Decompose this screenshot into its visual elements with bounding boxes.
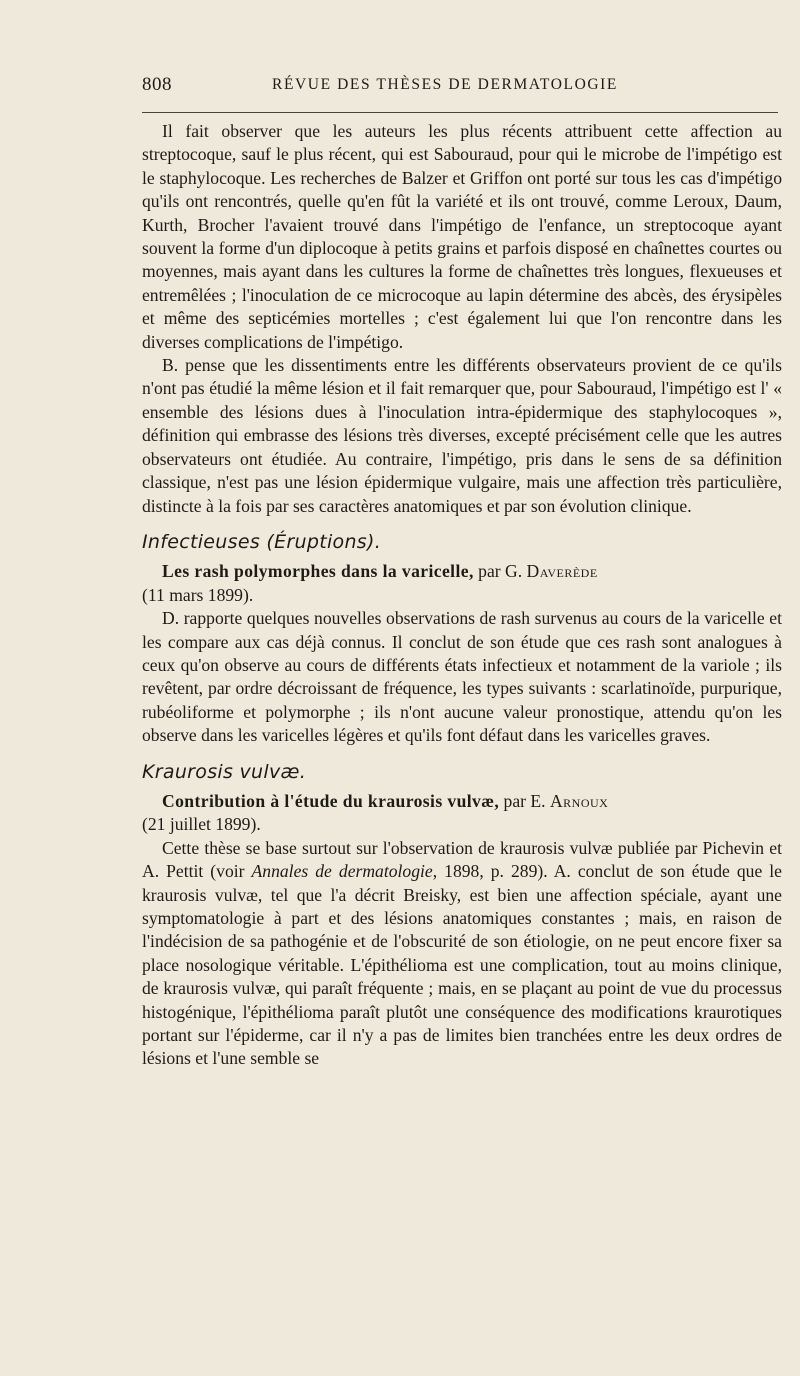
running-title: RÉVUE DES THÈSES DE DERMATOLOGIE (272, 76, 618, 93)
paragraph-4-rest: , 1898, p. 289). A. conclut de son étude que le kraurosis vulvæ, tel que l'a décrit Breisky, est bien une affection spéciale, ayant une symptomatologie à part et des lésions anatomiques constantes ; mais, en raison de l'indécision de sa pathogénie et de l'obscurité de son étiologie, on ne peut encore fixer sa place nosologique véritable. L'épithélioma est une complication, tout au moins clinique, de kraurosis vulvæ, qui paraît fréquente ; mais, en se plaçant au point de vue du processus histogénique, l'épithélioma paraît plutôt une conséquence des modifications kraurotiques portant sur l'épiderme, car il n'y a pas de limites bien tranchées entre les deux ordres de lésions et l'une semble se (142, 861, 782, 1069)
paragraph-2: B. pense que les dissentiments entre les différents observateurs provient de ce qu'ils n'ont pas étudié la même lésion et il fait remarquer que, pour Sabouraud, l'impétigo est l' « ensemble des lésions dues à l'inoculation intra-épidermique des staphylocoques », définition qui embrasse des lésions très diverses, excepté précisément celle que les autres observateurs ont étudiée. Au contraire, l'impétigo, pris dans le sens de sa définition classique, n'est pas une lésion épidermique vulgaire, mais une affection très particulière, distincte à la fois par ses caractères anatomiques et par son évolution clinique. (142, 355, 782, 516)
paragraph-4-start: Cette thèse se base surtout sur l'observation de kraurosis vulvæ publiée par Pichevin et A. Pettit (voir (142, 837, 782, 882)
article-title-text: Contribution à l'étude du kraurosis vulvæ, (162, 790, 500, 811)
header-rule (142, 112, 778, 113)
article-date: (21 juillet 1899). (142, 814, 261, 835)
section-heading-kraurosis: Kraurosis vulvæ. (142, 760, 307, 783)
section-heading-infectieuses: Infectieuses (Éruptions). (142, 530, 382, 553)
article-title-kraurosis (142, 790, 782, 837)
page-number: 808 (142, 74, 172, 95)
paragraph-3: D. rapporte quelques nouvelles observations de rash survenus au cours de la varicelle et les compare aux cas déjà connus. Il conclut de son étude que ces rash sont analogues à ceux qu'on observe au cours de différents états infectieux et notamment de la variole ; ils revêtent, par ordre décroissant de fréquence, les types suivants : scarlatinoïde, purpurique, rubéoliforme et polymorphe ; ils n'ont aucune valeur pronostique, attendu qu'on les observe dans les varicelles légères et qu'ils font défaut dans les varicelles graves. (142, 608, 782, 746)
article-author: Daverède (526, 561, 598, 582)
article-date: (11 mars 1899). (142, 584, 254, 605)
page-header (142, 74, 782, 102)
article-title-text: Les rash polymorphes dans la varicelle, (162, 561, 474, 582)
article-author: Arnoux (549, 790, 609, 811)
paragraph-1: Il fait observer que les auteurs les plus récents attribuent cette affection au streptocoque, sauf le plus récent, qui est Sabouraud, pour qui le microbe de l'impétigo est le staphylocoque. Les recherches de Balzer et Griffon ont porté sur tous les cas d'impétigo qu'ils ont rencontrés, quelle qu'en fût la variété et ils ont trouvé, comme Leroux, Daum, Kurth, Brocher l'avaient trouvé dans l'impétigo de l'enfance, un streptocoque ayant souvent la forme d'un diplocoque à petits grains et parfois disposé en chaînettes courtes ou moyennes, mais ayant dans les cultures la forme de chaînettes très longues, flexueuses et entremêlées ; l'inoculation de ce microcoque au lapin détermine des abcès, des érysipèles et même des septicémies mortelles ; c'est également lui que l'on rencontre dans les diverses complications de l'impétigo. (142, 121, 782, 352)
page-body (142, 120, 782, 1071)
journal-title: Annales de dermatologie (251, 861, 433, 882)
article-by: par E. (499, 790, 550, 811)
article-by: par G. (473, 561, 527, 582)
article-title-rash (142, 560, 782, 607)
paragraph-4 (142, 837, 782, 1071)
